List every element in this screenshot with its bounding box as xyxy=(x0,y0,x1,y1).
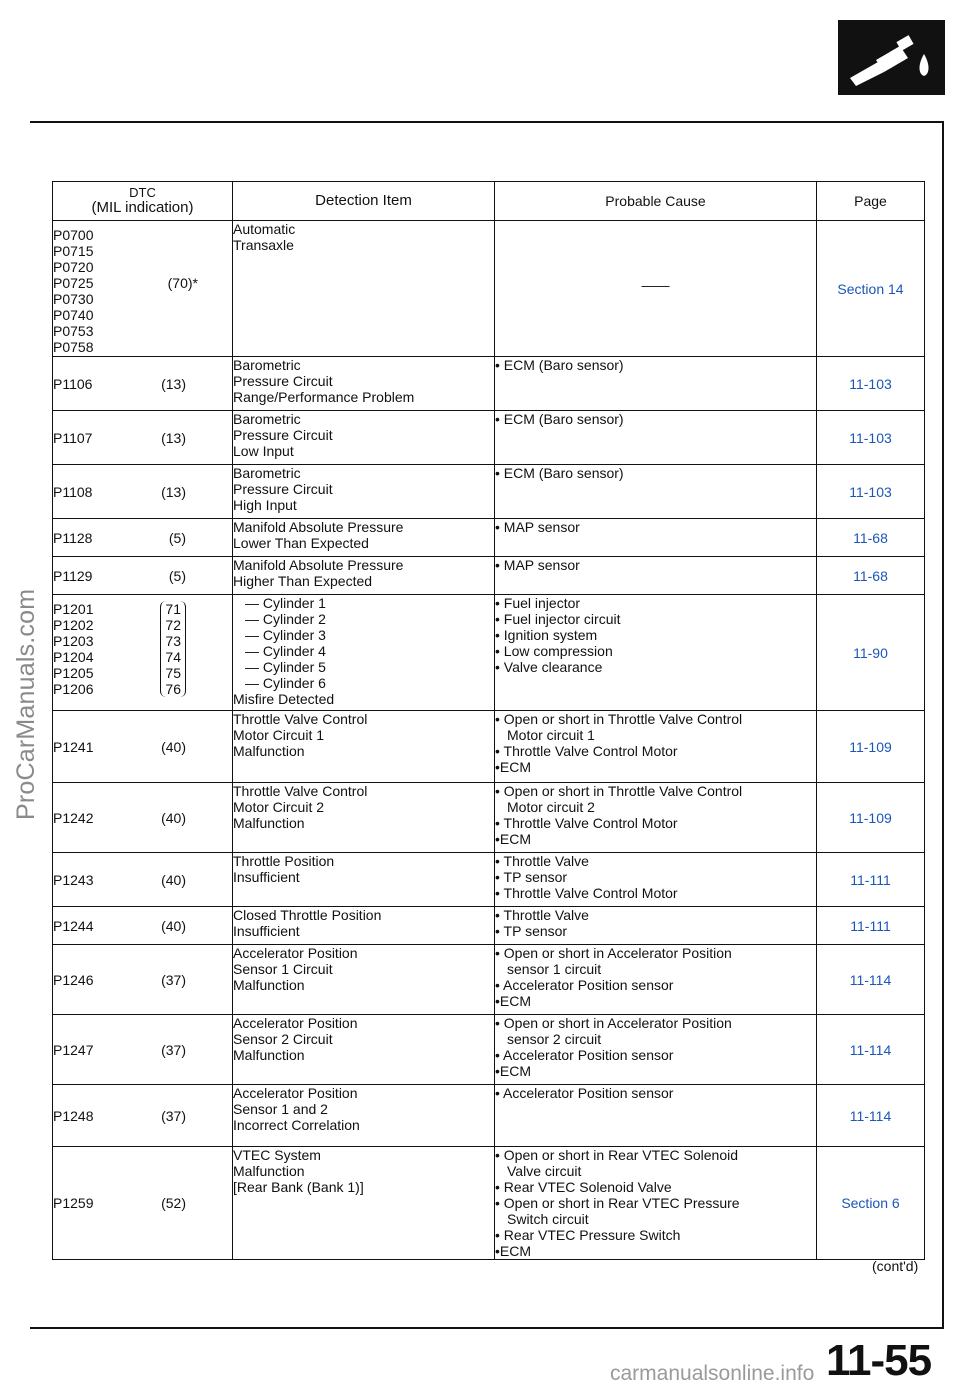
detection-item-line: — Cylinder 6 xyxy=(245,675,326,691)
detection-item-line: Barometric xyxy=(233,357,301,373)
detection-item-cell xyxy=(233,711,495,783)
dtc-code: P0753 xyxy=(53,323,94,339)
mil-indication: 76 xyxy=(165,681,181,697)
dtc-cell xyxy=(53,465,233,519)
dtc-code: P0730 xyxy=(53,291,94,307)
dtc-code: P1242 xyxy=(53,809,94,826)
table-row xyxy=(53,711,925,783)
detection-item-line: — Cylinder 4 xyxy=(245,643,326,659)
right-rule xyxy=(942,121,944,1329)
dtc-code: P1108 xyxy=(53,483,93,500)
mil-indication: (13) xyxy=(161,483,186,500)
dtc-code: P1129 xyxy=(53,567,93,584)
detection-item-cell xyxy=(233,221,495,357)
table-row xyxy=(53,595,925,711)
probable-cause-line: Switch circuit xyxy=(507,1211,589,1227)
detection-item-line: Low Input xyxy=(233,443,294,459)
probable-cause-line: • Throttle Valve Control Motor xyxy=(495,743,678,759)
page-reference-link[interactable]: 11-114 xyxy=(817,1085,925,1147)
footer-site: carmanualsonline.info xyxy=(610,1362,815,1385)
dtc-code: P1202 xyxy=(53,617,94,633)
page-reference-link[interactable]: 11-103 xyxy=(817,465,925,519)
probable-cause-line: sensor 2 circuit xyxy=(507,1031,602,1047)
probable-cause-cell xyxy=(495,853,817,907)
dtc-cell xyxy=(53,1085,233,1147)
dtc-code: P1106 xyxy=(53,375,93,392)
probable-cause-line: • Low compression xyxy=(495,643,613,659)
mil-indication: (70)* xyxy=(167,275,198,291)
dtc-cell xyxy=(53,221,233,357)
probable-cause-line: • ECM (Baro sensor) xyxy=(495,357,624,373)
table-row xyxy=(53,945,925,1015)
mil-indication: 75 xyxy=(165,665,181,681)
probable-cause-cell xyxy=(495,595,817,711)
probable-cause-cell xyxy=(495,465,817,519)
probable-cause-line: • Open or short in Rear VTEC Pressure xyxy=(495,1195,740,1211)
detection-item-line: Manifold Absolute Pressure xyxy=(233,557,404,573)
mil-indication: (40) xyxy=(161,809,186,826)
detection-item-line: — Cylinder 5 xyxy=(245,659,326,675)
table-row xyxy=(53,411,925,465)
probable-cause-line: • Throttle Valve xyxy=(495,907,589,923)
page-reference-link[interactable]: Section 6 xyxy=(817,1147,925,1260)
table-row xyxy=(53,1147,925,1260)
probable-cause-line: • Rear VTEC Pressure Switch xyxy=(495,1227,681,1243)
detection-item-line: Higher Than Expected xyxy=(233,573,373,589)
mil-indication: (52) xyxy=(161,1195,186,1211)
detection-item-cell xyxy=(233,519,495,557)
detection-item-line: Pressure Circuit xyxy=(233,481,333,497)
dtc-cell xyxy=(53,711,233,783)
probable-cause-line: • Throttle Valve Control Motor xyxy=(495,885,678,901)
table-row xyxy=(53,1015,925,1085)
detection-item-line: Transaxle xyxy=(233,237,294,253)
detection-item-line: Throttle Position xyxy=(233,853,335,869)
detection-item-line: Automatic xyxy=(233,221,296,237)
header-probable-cause: Probable Cause xyxy=(495,182,817,221)
probable-cause-cell xyxy=(495,907,817,945)
mil-indication: (37) xyxy=(161,1107,186,1124)
detection-item-line: Manifold Absolute Pressure xyxy=(233,519,404,535)
probable-cause-line: • Open or short in Rear VTEC Solenoid xyxy=(495,1147,739,1163)
detection-item-cell xyxy=(233,907,495,945)
probable-cause-line: • Accelerator Position sensor xyxy=(495,977,674,993)
detection-item-line: Malfunction xyxy=(233,743,305,759)
page-reference-link[interactable]: 11-114 xyxy=(817,945,925,1015)
probable-cause-line: Motor circuit 1 xyxy=(507,727,595,743)
detection-item-line: — Cylinder 3 xyxy=(245,627,326,643)
dtc-code: P1203 xyxy=(53,633,94,649)
probable-cause-line: • Accelerator Position sensor xyxy=(495,1047,674,1063)
probable-cause-line: • Open or short in Throttle Valve Control xyxy=(495,711,743,727)
detection-item-line: Throttle Valve Control xyxy=(233,783,368,799)
dtc-code: P1247 xyxy=(53,1041,94,1058)
dtc-code: P0740 xyxy=(53,307,94,323)
detection-item-line: Motor Circuit 1 xyxy=(233,727,325,743)
table-row xyxy=(53,465,925,519)
detection-item-line: Closed Throttle Position xyxy=(233,907,382,923)
detection-item-cell xyxy=(233,411,495,465)
detection-item-line: — Cylinder 2 xyxy=(245,611,326,627)
table-header xyxy=(53,182,925,221)
mil-indication: (37) xyxy=(161,1041,186,1058)
dtc-table xyxy=(52,181,925,1260)
probable-cause-line: • Open or short in Throttle Valve Control xyxy=(495,783,743,799)
probable-cause-cell xyxy=(495,783,817,853)
dtc-code: P1128 xyxy=(53,529,93,546)
page-reference-link[interactable]: 11-68 xyxy=(817,557,925,595)
dtc-cell xyxy=(53,907,233,945)
detection-item-line: Lower Than Expected xyxy=(233,535,369,551)
detection-item-line: Accelerator Position xyxy=(233,1085,358,1101)
detection-item-cell xyxy=(233,1147,495,1260)
page-reference-link[interactable]: 11-103 xyxy=(817,411,925,465)
dtc-cell xyxy=(53,357,233,411)
table-row xyxy=(53,783,925,853)
mil-indication: 72 xyxy=(165,617,181,633)
header-detection-item: Detection Item xyxy=(233,182,495,221)
probable-cause-cell xyxy=(495,357,817,411)
watermark: ProCarManuals.com xyxy=(12,588,40,820)
probable-cause-cell xyxy=(495,711,817,783)
dtc-cell xyxy=(53,595,233,711)
probable-cause-line: • ECM (Baro sensor) xyxy=(495,465,624,481)
detection-item-cell xyxy=(233,783,495,853)
probable-cause-line: • Valve clearance xyxy=(495,659,603,675)
mil-indication: (5) xyxy=(168,567,186,584)
detection-item-cell xyxy=(233,595,495,711)
probable-cause-cell xyxy=(495,1085,817,1147)
probable-cause-line: •ECM xyxy=(495,1063,532,1079)
mil-indication: (40) xyxy=(161,738,186,755)
detection-item-line: Sensor 1 Circuit xyxy=(233,961,333,977)
table-row xyxy=(53,907,925,945)
dtc-code: P1243 xyxy=(53,871,94,888)
detection-item-line: Barometric xyxy=(233,465,301,481)
detection-item-cell xyxy=(233,357,495,411)
probable-cause-line: Valve circuit xyxy=(507,1163,582,1179)
detection-item-line: Sensor 1 and 2 xyxy=(233,1101,328,1117)
probable-cause-line: • Accelerator Position sensor xyxy=(495,1085,674,1101)
probable-cause-line: • Ignition system xyxy=(495,627,598,643)
probable-cause-line: sensor 1 circuit xyxy=(507,961,602,977)
probable-cause-line: • MAP sensor xyxy=(495,557,580,573)
detection-item-line: High Input xyxy=(233,497,297,513)
probable-cause-cell xyxy=(495,945,817,1015)
bottom-rule xyxy=(30,1327,944,1329)
detection-item-cell xyxy=(233,853,495,907)
page-number: 11-55 xyxy=(826,1336,932,1385)
detection-item-cell xyxy=(233,465,495,519)
detection-item-line: Accelerator Position xyxy=(233,945,358,961)
dtc-code: P1244 xyxy=(53,917,94,934)
table-row xyxy=(53,519,925,557)
page-reference-link[interactable]: 11-103 xyxy=(817,357,925,411)
detection-item-line: Sensor 2 Circuit xyxy=(233,1031,333,1047)
probable-cause-cell xyxy=(495,519,817,557)
probable-cause-line: •ECM xyxy=(495,759,532,775)
mil-indication: (40) xyxy=(161,871,186,888)
probable-cause-line: • MAP sensor xyxy=(495,519,580,535)
probable-cause-line: •ECM xyxy=(495,1243,532,1259)
dtc-code: P0715 xyxy=(53,243,94,259)
detection-item-line: Motor Circuit 2 xyxy=(233,799,325,815)
probable-cause-line: • TP sensor xyxy=(495,869,568,885)
dtc-code: P1206 xyxy=(53,681,94,697)
mil-indication: (13) xyxy=(161,375,186,392)
probable-cause-line: • Fuel injector circuit xyxy=(495,611,621,627)
detection-item-line: Misfire Detected xyxy=(233,691,335,707)
probable-cause-line: • Throttle Valve xyxy=(495,853,589,869)
detection-item-line: Range/Performance Problem xyxy=(233,389,415,405)
probable-cause-line: • ECM (Baro sensor) xyxy=(495,411,624,427)
page-reference-link[interactable]: 11-114 xyxy=(817,1015,925,1085)
header-page: Page xyxy=(817,182,925,221)
detection-item-line: — Cylinder 1 xyxy=(245,595,326,611)
dtc-code: P1259 xyxy=(53,1195,94,1211)
page-reference-link[interactable]: 11-111 xyxy=(817,907,925,945)
fuel-nozzle-icon xyxy=(838,20,945,95)
probable-cause-line: • TP sensor xyxy=(495,923,568,939)
table-row xyxy=(53,221,925,357)
detection-item-line: Malfunction xyxy=(233,1163,305,1179)
detection-item-cell xyxy=(233,1085,495,1147)
probable-cause-line: —— xyxy=(641,277,670,293)
dtc-cell xyxy=(53,1147,233,1260)
mil-indication: (40) xyxy=(161,917,186,934)
mil-indication: 71 xyxy=(165,601,181,617)
dtc-code: P1204 xyxy=(53,649,94,665)
dtc-code: P1201 xyxy=(53,601,94,617)
detection-item-line: Malfunction xyxy=(233,1047,305,1063)
dtc-cell xyxy=(53,783,233,853)
probable-cause-line: •ECM xyxy=(495,831,532,847)
page-reference-link[interactable]: 11-111 xyxy=(817,853,925,907)
detection-item-line: Pressure Circuit xyxy=(233,427,333,443)
dtc-code: P0725 xyxy=(53,275,94,291)
page-reference-link[interactable]: 11-68 xyxy=(817,519,925,557)
page-reference-link[interactable]: 11-109 xyxy=(817,711,925,783)
dtc-code: P0700 xyxy=(53,227,94,243)
header-dtc: DTC (MIL indication) xyxy=(53,182,233,221)
mil-indication: (5) xyxy=(168,529,186,546)
dtc-cell xyxy=(53,557,233,595)
dtc-cell xyxy=(53,519,233,557)
table-row xyxy=(53,853,925,907)
mil-indication: (13) xyxy=(161,429,186,446)
detection-item-line: Incorrect Correlation xyxy=(233,1117,360,1133)
probable-cause-line: •ECM xyxy=(495,993,532,1009)
table-row xyxy=(53,557,925,595)
mil-indication: 73 xyxy=(165,633,181,649)
detection-item-cell xyxy=(233,1015,495,1085)
probable-cause-line: • Fuel injector xyxy=(495,595,581,611)
probable-cause-line: • Open or short in Accelerator Position xyxy=(495,945,732,961)
detection-item-line: VTEC System xyxy=(233,1147,321,1163)
mil-indication: 74 xyxy=(165,649,181,665)
probable-cause-cell xyxy=(495,1015,817,1085)
page-reference-link[interactable]: 11-90 xyxy=(817,595,925,711)
detection-item-line: [Rear Bank (Bank 1)] xyxy=(233,1179,364,1195)
mil-indication: (37) xyxy=(161,971,186,988)
detection-item-line: Malfunction xyxy=(233,977,305,993)
dtc-code: P1241 xyxy=(53,738,94,755)
detection-item-line: Malfunction xyxy=(233,815,305,831)
probable-cause-line: • Rear VTEC Solenoid Valve xyxy=(495,1179,672,1195)
detection-item-cell xyxy=(233,945,495,1015)
dtc-cell xyxy=(53,945,233,1015)
page-reference-link[interactable]: Section 14 xyxy=(817,221,925,357)
probable-cause-line: • Throttle Valve Control Motor xyxy=(495,815,678,831)
table-row xyxy=(53,1085,925,1147)
dtc-code: P0758 xyxy=(53,339,94,355)
detection-item-line: Barometric xyxy=(233,411,301,427)
detection-item-line: Insufficient xyxy=(233,869,300,885)
probable-cause-cell xyxy=(495,411,817,465)
dtc-code: P1107 xyxy=(53,429,93,446)
probable-cause-line: • Open or short in Accelerator Position xyxy=(495,1015,732,1031)
probable-cause-cell xyxy=(495,557,817,595)
detection-item-line: Pressure Circuit xyxy=(233,373,333,389)
top-rule xyxy=(30,121,942,123)
dtc-cell xyxy=(53,853,233,907)
dtc-code: P1248 xyxy=(53,1107,94,1124)
dtc-code: P0720 xyxy=(53,259,94,275)
detection-item-line: Insufficient xyxy=(233,923,300,939)
probable-cause-cell xyxy=(495,1147,817,1260)
detection-item-cell xyxy=(233,557,495,595)
dtc-code: P1205 xyxy=(53,665,94,681)
page-reference-link[interactable]: 11-109 xyxy=(817,783,925,853)
dtc-cell xyxy=(53,1015,233,1085)
detection-item-line: Throttle Valve Control xyxy=(233,711,368,727)
probable-cause-line: Motor circuit 2 xyxy=(507,799,595,815)
dtc-cell xyxy=(53,411,233,465)
detection-item-line: Accelerator Position xyxy=(233,1015,358,1031)
dtc-code: P1246 xyxy=(53,971,94,988)
probable-cause-cell xyxy=(495,221,817,357)
table-row xyxy=(53,357,925,411)
continued-note: (cont'd) xyxy=(872,1258,919,1274)
